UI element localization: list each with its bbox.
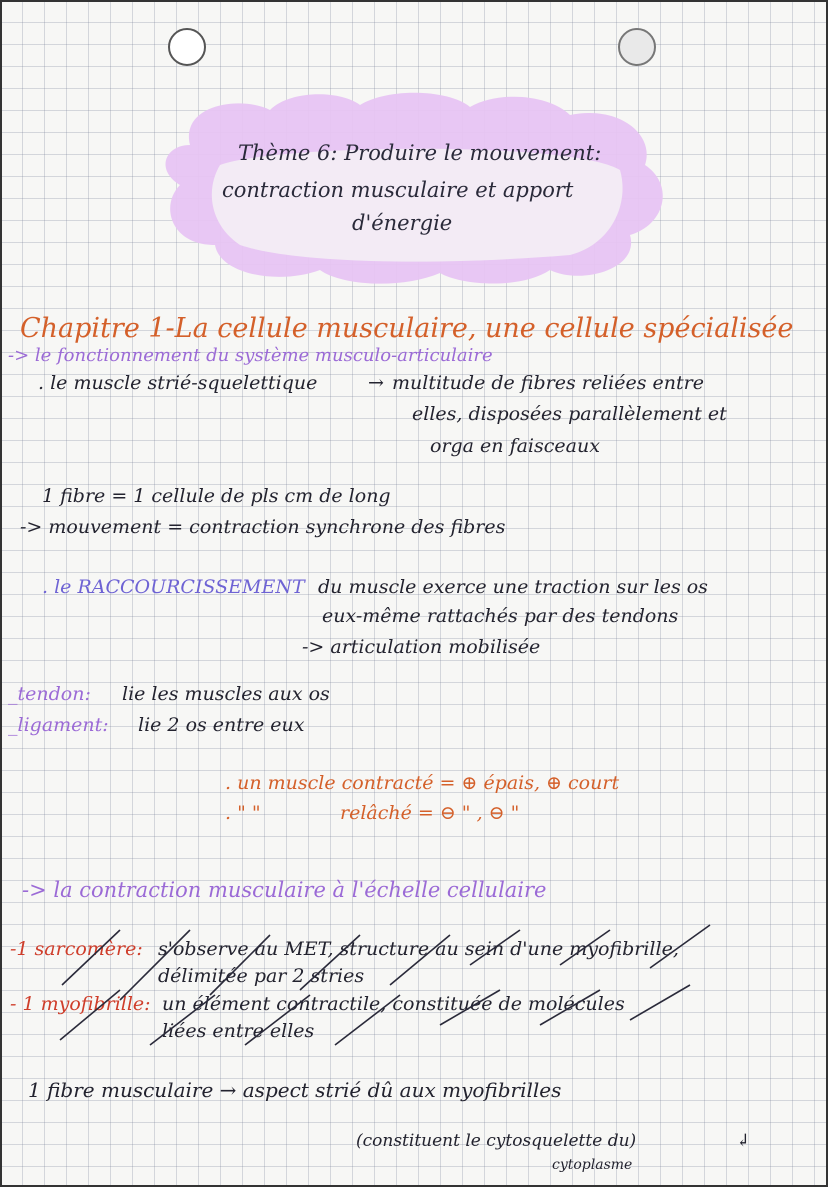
final-line-2: (constituent le cytosquelette du) xyxy=(356,1131,637,1151)
paragraph-3-lead: . le RACCOURCISSEMENT xyxy=(42,576,305,598)
paragraph-1-line-1a: . le muscle strié-squelettique xyxy=(38,372,318,394)
tendon-definition: lie les muscles aux os xyxy=(122,683,330,705)
title-line-2: contraction musculaire et apport xyxy=(222,178,574,202)
paragraph-1-line-3: orga en faisceaux xyxy=(430,435,600,457)
myofibril-term: - 1 myofibrille: xyxy=(10,993,151,1015)
title-line-3: d'énergie xyxy=(352,211,453,235)
punch-hole-left xyxy=(168,28,206,66)
contract-line-2: relâché = ⊖ " , ⊖ " xyxy=(340,802,520,824)
myofibril-definition-2: liées entre elles xyxy=(162,1020,315,1042)
sarcomere-term: -1 sarcomère: xyxy=(10,938,143,960)
punch-hole-right xyxy=(618,28,656,66)
section-heading-2: -> la contraction musculaire à l'échelle cellulaire xyxy=(22,878,547,902)
paragraph-3-line-1: du muscle exerce une traction sur les os xyxy=(318,576,708,598)
paragraph-2-line-1: 1 fibre = 1 cellule de pls cm de long xyxy=(42,485,391,507)
paragraph-2-line-2: -> mouvement = contraction synchrone des fibres xyxy=(20,516,506,538)
section-heading-1: -> le fonctionnement du système musculo-articulaire xyxy=(8,345,493,366)
myofibril-definition: un élément contractile, constituée de molécules xyxy=(162,993,625,1015)
sarcomere-definition: s'observe au MET, structure au sein d'une myofibrille, xyxy=(158,938,679,960)
final-line-3: cytoplasme xyxy=(552,1157,633,1173)
title-line-1: Thème 6: Produire le mouvement: xyxy=(238,141,602,165)
final-line-1: 1 fibre musculaire → aspect strié dû aux myofibrilles xyxy=(28,1078,562,1102)
contract-line-1: . un muscle contracté = ⊕ épais, ⊕ court xyxy=(225,772,620,794)
arrow-icon: → xyxy=(368,372,384,394)
paragraph-1-line-1b: multitude de fibres reliées entre xyxy=(392,372,704,394)
return-arrow-icon: ↲ xyxy=(736,1131,751,1151)
tendon-term: _tendon: xyxy=(8,683,91,705)
paragraph-1-line-2: elles, disposées parallèlement et xyxy=(412,403,727,425)
paragraph-3-line-3: -> articulation mobilisée xyxy=(302,636,541,658)
ligament-term: _ligament: xyxy=(8,714,109,736)
chapter-heading: Chapitre 1-La cellule musculaire, une cellule spécialisée xyxy=(20,313,794,344)
ligament-definition: lie 2 os entre eux xyxy=(138,714,305,736)
sarcomere-definition-2: délimitée par 2 stries xyxy=(158,965,365,987)
contract-line-2-mark: . " " xyxy=(225,802,261,824)
paragraph-3-line-2: eux-même rattachés par des tendons xyxy=(322,605,679,627)
